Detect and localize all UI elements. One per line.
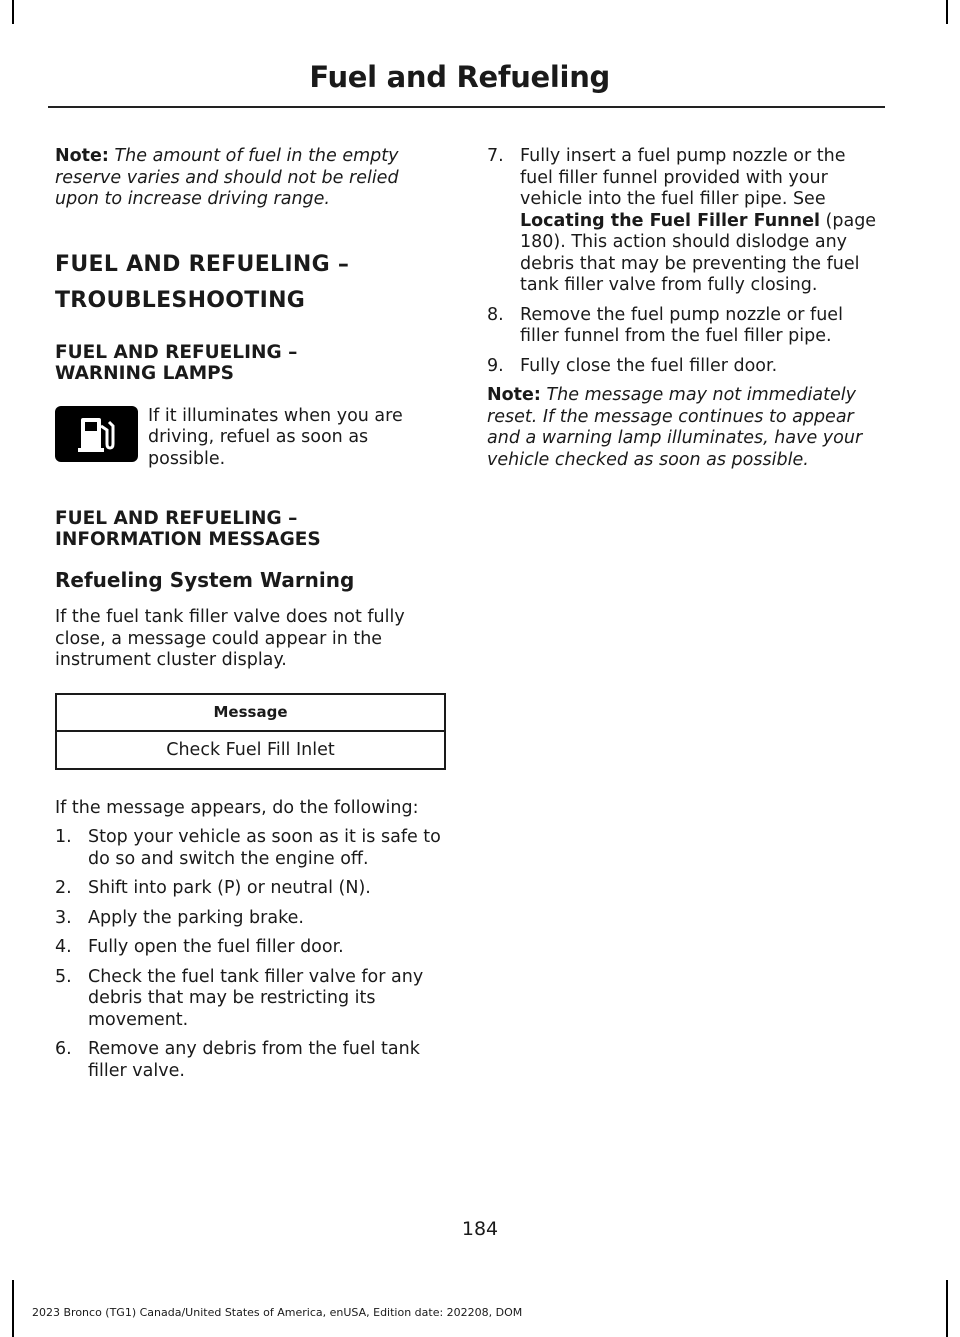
fuel-pump-icon bbox=[55, 406, 138, 462]
right-column bbox=[487, 146, 882, 471]
message-table-header: Message bbox=[56, 694, 445, 731]
crop-mark-top-left bbox=[12, 0, 14, 24]
step-number: 7. bbox=[487, 146, 504, 166]
info-messages-heading-line-2: INFORMATION MESSAGES bbox=[55, 529, 321, 550]
info-messages-heading bbox=[55, 508, 447, 550]
refueling-warning-subheading: Refueling System Warning bbox=[55, 568, 355, 592]
page-number: 184 bbox=[461, 1218, 499, 1240]
step-7-text-b: (page 180). This action should dislodge any debris that may be preventing the fuel tank filler valve from fully closing. bbox=[520, 210, 877, 295]
left-column bbox=[55, 146, 447, 1082]
step-number: 3. bbox=[55, 907, 72, 928]
note-label: Note: bbox=[55, 146, 109, 166]
list-item bbox=[55, 827, 447, 870]
step-number: 2. bbox=[55, 878, 72, 898]
step-text: Remove the fuel pump nozzle or fuel filler funnel from the fuel filler pipe. bbox=[520, 304, 843, 346]
warning-lamp-row bbox=[55, 406, 447, 471]
note-text: The message may not immediately reset. If the message continues to appear and a warning lamp illuminates, have your vehicle checked as soon as possible. bbox=[487, 385, 863, 470]
crop-mark-top-right bbox=[946, 0, 948, 24]
step-text: Remove any debris from the fuel tank filler valve. bbox=[88, 1039, 420, 1081]
list-item bbox=[487, 146, 882, 297]
list-item bbox=[55, 878, 447, 900]
list-item bbox=[55, 937, 447, 959]
crop-mark-bottom-left bbox=[12, 1280, 14, 1337]
list-item bbox=[55, 908, 447, 930]
steps-list bbox=[55, 827, 447, 1082]
steps-list-continued bbox=[487, 146, 882, 377]
step-number: 6. bbox=[55, 1039, 72, 1059]
section-heading bbox=[55, 249, 447, 316]
note-paragraph bbox=[55, 146, 447, 211]
list-item bbox=[487, 356, 882, 378]
step-number: 1. bbox=[55, 827, 72, 847]
step-text: Stop your vehicle as soon as it is safe to do so and switch the engine off. bbox=[88, 827, 441, 869]
step-text: Fully open the fuel filler door. bbox=[88, 937, 344, 957]
section-heading-line-2: TROUBLESHOOTING bbox=[55, 287, 306, 313]
step-number: 8. bbox=[487, 304, 504, 325]
list-item bbox=[487, 305, 882, 348]
warning-lamps-heading-line-2: WARNING LAMPS bbox=[55, 362, 235, 384]
header-divider bbox=[48, 106, 885, 108]
list-item bbox=[55, 1039, 447, 1082]
crop-mark-bottom-right bbox=[946, 1280, 948, 1337]
note-text: The amount of fuel in the empty reserve varies and should not be relied upon to increase driving range. bbox=[55, 146, 399, 209]
warning-lamp-text: If it illuminates when you are driving, refuel as soon as possible. bbox=[148, 405, 403, 469]
cross-reference-link[interactable]: Locating the Fuel Filler Funnel bbox=[520, 210, 820, 231]
list-item bbox=[55, 967, 447, 1032]
step-text: Fully close the fuel filler door. bbox=[520, 355, 778, 376]
step-text bbox=[520, 146, 882, 297]
step-text: Check the fuel tank filler valve for any debris that may be restricting its movement. bbox=[88, 966, 424, 1030]
message-table bbox=[55, 693, 446, 770]
page-title: Fuel and Refueling bbox=[309, 60, 610, 94]
warning-lamps-heading-line-1: FUEL AND REFUELING – bbox=[55, 341, 298, 363]
message-table-row: Check Fuel Fill Inlet bbox=[56, 731, 445, 769]
step-number: 4. bbox=[55, 937, 72, 957]
note-paragraph bbox=[487, 385, 882, 471]
step-text: Shift into park (P) or neutral (N). bbox=[88, 878, 371, 898]
section-heading-line-1: FUEL AND REFUELING – bbox=[55, 251, 350, 277]
steps-intro: If the message appears, do the following: bbox=[55, 797, 419, 818]
warning-lamps-heading bbox=[55, 342, 447, 384]
info-messages-heading-line-1: FUEL AND REFUELING – bbox=[55, 508, 298, 529]
edition-info: 2023 Bronco (TG1) Canada/United States of America, enUSA, Edition date: 202208, DOM bbox=[32, 1306, 523, 1319]
refueling-intro: If the fuel tank filler valve does not fully close, a message could appear in the instrument cluster display. bbox=[55, 607, 405, 670]
step-text: Apply the parking brake. bbox=[88, 907, 304, 928]
step-7-text-a: Fully insert a fuel pump nozzle or the fuel filler funnel provided with your vehicle into the fuel filler pipe. See bbox=[520, 146, 846, 209]
step-number: 5. bbox=[55, 966, 72, 987]
note-label: Note: bbox=[487, 385, 541, 405]
step-number: 9. bbox=[487, 355, 504, 376]
